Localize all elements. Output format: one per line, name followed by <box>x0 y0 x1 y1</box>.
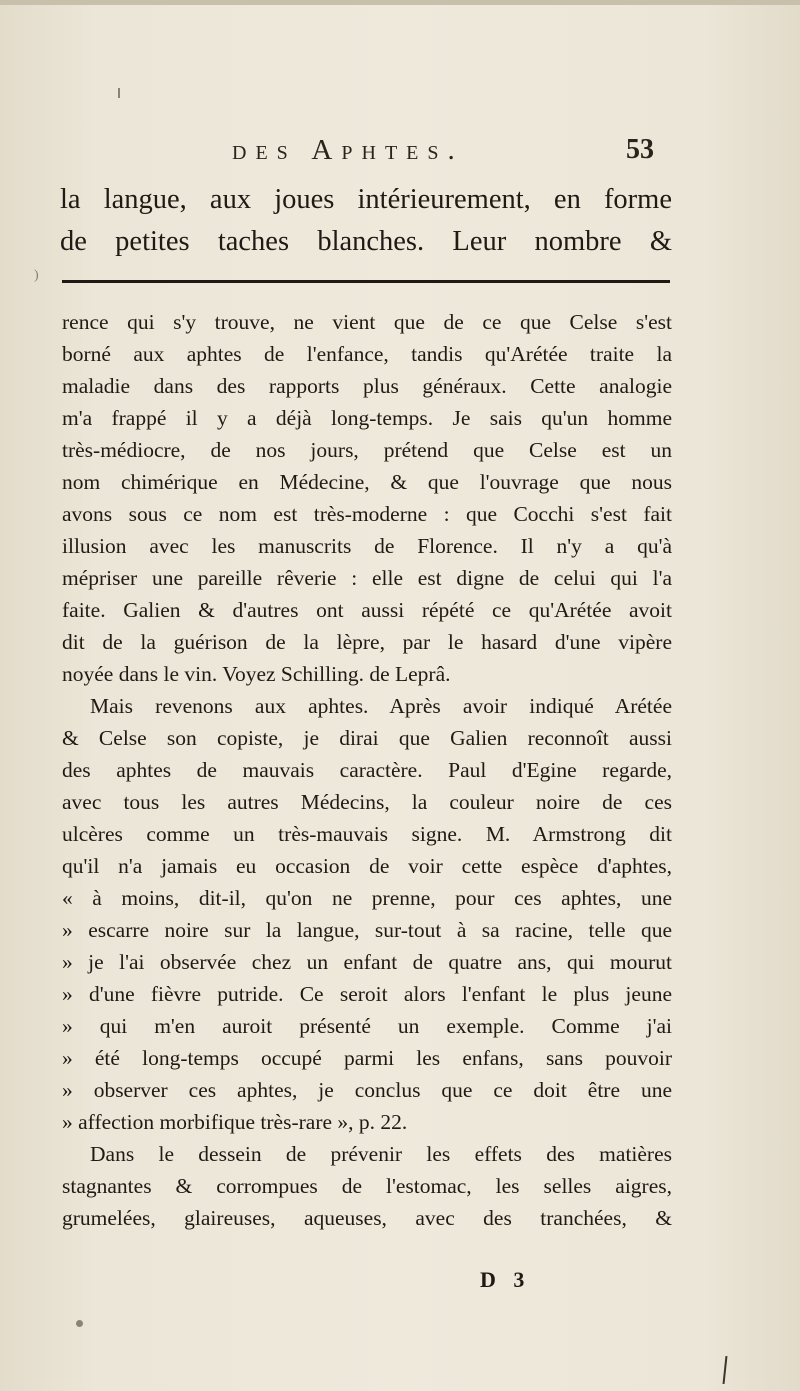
text-line: maladie dans des rapports plus généraux. Cette analogie <box>62 374 672 398</box>
text-line: dit de la guérison de la lèpre, par le hasard d'une vipère <box>62 630 672 654</box>
quote-line: « à moins, dit-il, qu'on ne prenne, pour ces aphtes, une <box>62 886 672 910</box>
lead-line: la langue, aux joues intérieurement, en forme <box>60 184 672 215</box>
quote-line: » escarre noire sur la langue, sur-tout à sa racine, telle que <box>62 918 672 942</box>
text-line: stagnantes & corrompues de l'estomac, les selles aigres, <box>62 1174 672 1198</box>
text-line: très-médiocre, de nos jours, prétend que Celse est un <box>62 438 672 462</box>
text-line: borné aux aphtes de l'enfance, tandis qu'Arétée traite la <box>62 342 672 366</box>
margin-mark: ) <box>34 268 39 283</box>
footnote-text <box>62 306 672 1234</box>
text-line: des aphtes de mauvais caractère. Paul d'Egine regarde, <box>62 758 672 782</box>
text-line: ulcères comme un très-mauvais signe. M. Armstrong dit <box>62 822 672 846</box>
signature-mark: D 3 <box>480 1267 531 1292</box>
quote-line: » été long-temps occupé parmi les enfans, sans pouvoir <box>62 1046 672 1070</box>
text-line: noyée dans le vin. Voyez Schilling. de Leprâ. <box>62 662 451 686</box>
text-line: Mais revenons aux aphtes. Après avoir indiqué Arétée <box>90 694 672 718</box>
section-rule <box>62 280 670 283</box>
quote-line: » qui m'en auroit présenté un exemple. Comme j'ai <box>62 1014 672 1038</box>
text-line: & Celse son copiste, je dirai que Galien reconnoît aussi <box>62 726 672 750</box>
text-line: faite. Galien & d'autres ont aussi répété ce qu'Arétée avoit <box>62 598 672 622</box>
running-title: des Aphtes. <box>232 134 464 166</box>
ink-mark <box>118 88 120 98</box>
text-line: avons sous ce nom est très-moderne : que Cocchi s'est fait <box>62 502 672 526</box>
quote-line: » observer ces aphtes, je conclus que ce doit être une <box>62 1078 672 1102</box>
text-line: mépriser une pareille rêverie : elle est digne de celui qui l'a <box>62 566 672 590</box>
quote-line: » d'une fièvre putride. Ce seroit alors l'enfant le plus jeune <box>62 982 672 1006</box>
text-line: Dans le dessein de prévenir les effets des matières <box>90 1142 672 1166</box>
text-line: rence qui s'y trouve, ne vient que de ce que Celse s'est <box>62 310 672 334</box>
text-line: m'a frappé il y a déjà long-temps. Je sais qu'un homme <box>62 406 672 430</box>
text-line: nom chimérique en Médecine, & que l'ouvrage que nous <box>62 470 672 494</box>
page-number: 53 <box>626 134 654 165</box>
quote-line: » affection morbifique très-rare », p. 22. <box>62 1110 408 1134</box>
text-line: illusion avec les manuscrits de Florence. Il n'y a qu'à <box>62 534 672 558</box>
lead-line: de petites taches blanches. Leur nombre & <box>60 226 672 257</box>
text-line: qu'il n'a jamais eu occasion de voir cette espèce d'aphtes, <box>62 854 672 878</box>
running-header <box>0 134 800 174</box>
pencil-mark <box>723 1356 728 1384</box>
ink-dot <box>76 1320 83 1327</box>
page-top-edge <box>0 0 800 5</box>
text-line: avec tous les autres Médecins, la couleur noire de ces <box>62 790 672 814</box>
text-line: grumelées, glaireuses, aqueuses, avec des tranchées, & <box>62 1206 672 1230</box>
quote-line: » je l'ai observée chez un enfant de quatre ans, qui mourut <box>62 950 672 974</box>
